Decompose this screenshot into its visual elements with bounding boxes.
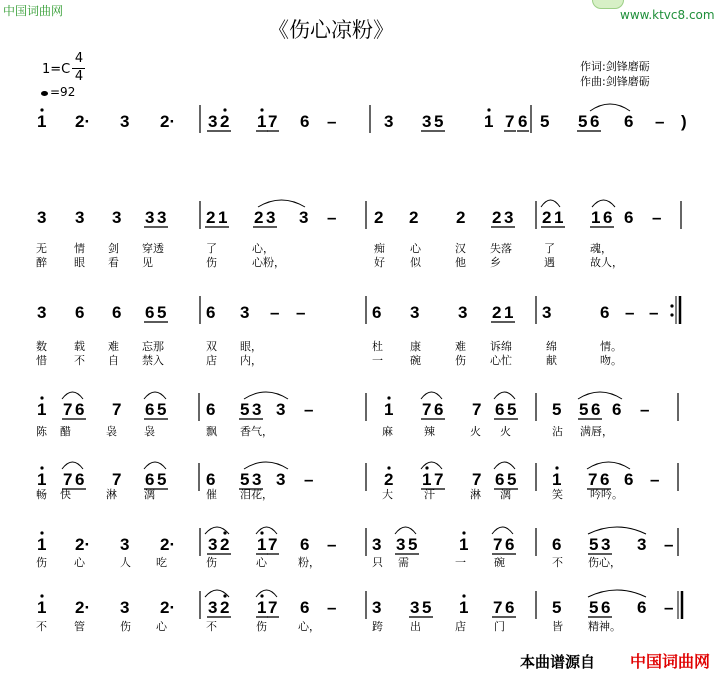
lyric-text: 了 (544, 242, 555, 255)
lyric-text: 情 (74, 242, 85, 255)
note: 6 (145, 470, 155, 489)
note: 5 (408, 535, 418, 554)
octave-dot (223, 531, 226, 534)
note: 6 (601, 598, 611, 617)
lyric-text: 笑 (552, 488, 563, 501)
slur (592, 200, 615, 207)
note: 3 (601, 535, 611, 554)
dash-mark: – (650, 470, 660, 489)
dash-mark: – (327, 598, 337, 617)
note: 3 (252, 400, 262, 419)
note: 5 (552, 400, 562, 419)
lyric-text: 店 (455, 620, 466, 633)
note: 5 (422, 598, 432, 617)
lyric-text: 载 (74, 340, 85, 353)
lyric-text: 禁入 (142, 354, 164, 367)
note: 7 (268, 112, 278, 131)
lyric-text: 不 (36, 620, 47, 633)
lyric-text: 管 (74, 620, 85, 633)
note: 7 (505, 112, 515, 131)
lyric-text: 数 (36, 340, 47, 353)
note: 3 (276, 400, 286, 419)
note: 3 (422, 112, 432, 131)
dash-mark: – (270, 303, 280, 322)
note: 5 (240, 400, 250, 419)
note: 1 (484, 112, 494, 131)
note: 3 (372, 598, 382, 617)
page-title: 《伤心凉粉》 (268, 18, 394, 42)
note: 3 (157, 208, 167, 227)
slur (588, 527, 646, 534)
note: 7 (63, 470, 73, 489)
slur (244, 462, 288, 469)
note: 7 (63, 400, 73, 419)
note: 3 (276, 470, 286, 489)
composer-credit: 作曲:剑锋磨砺 (580, 75, 650, 88)
note: 6 (637, 598, 647, 617)
slur (258, 200, 305, 207)
note: 1 (384, 400, 394, 419)
note: 3 (458, 303, 468, 322)
lyric-text: 大 (382, 488, 393, 501)
note: 6 (300, 598, 310, 617)
note: 6 (505, 598, 515, 617)
note: 6 (591, 400, 601, 419)
lyric-text: 杜 (372, 340, 383, 353)
lyric-text: 失落 (490, 242, 512, 255)
watermark-left: 中国词曲网 (3, 4, 64, 18)
note: 6 (495, 400, 505, 419)
time-signature-bottom: 4 (74, 69, 84, 84)
slur (578, 392, 622, 399)
note: 2 (456, 208, 466, 227)
note: 6 (624, 208, 634, 227)
octave-dot (260, 594, 263, 597)
note: 1 (37, 400, 47, 419)
note: 6 (600, 303, 610, 322)
slur (395, 527, 416, 534)
lyric-text: 诉绵 (490, 340, 512, 353)
note: 2 (374, 208, 384, 227)
lyric-text: 快 (60, 488, 71, 501)
lyric-text: 难 (108, 340, 119, 353)
note: 6 (75, 470, 85, 489)
note: 3 (120, 598, 130, 617)
note: 6 (75, 303, 85, 322)
note: 6 (603, 208, 613, 227)
note: 3 (208, 112, 218, 131)
note: 5 (552, 598, 562, 617)
lyric-text: 乡 (490, 256, 501, 269)
slur (494, 392, 515, 399)
note: 5 (589, 598, 599, 617)
note: 2· (75, 112, 91, 131)
note: 5 (589, 535, 599, 554)
lyric-text: 汗 (424, 488, 435, 501)
note: 7 (493, 535, 503, 554)
dash-mark: – (296, 303, 306, 322)
lyric-text: 漓 (144, 488, 155, 501)
note: 1 (591, 208, 601, 227)
note: 5 (157, 400, 167, 419)
lyric-text: 出 (410, 620, 421, 633)
note: 2 (206, 208, 216, 227)
lyric-text: 淋 (106, 488, 117, 501)
note: 5 (157, 303, 167, 322)
slur (590, 104, 630, 111)
lyric-text: 心 (256, 556, 267, 569)
octave-dot (462, 594, 465, 597)
lyric-text: 忘那 (142, 340, 164, 353)
note: 7 (112, 470, 122, 489)
note: 2 (492, 208, 502, 227)
lyric-text: 汉 (455, 242, 466, 255)
note: 7 (268, 598, 278, 617)
note: 6 (434, 400, 444, 419)
lyric-text: 吃 (156, 556, 167, 569)
note: 7 (434, 470, 444, 489)
lyric-text: 泪花， (240, 488, 273, 501)
note: 3 (396, 535, 406, 554)
dash-mark: – (304, 470, 314, 489)
note: 3 (120, 535, 130, 554)
lyric-text: 人 (120, 556, 131, 569)
note: 6 (145, 400, 155, 419)
lyric-text: 火 (500, 425, 511, 438)
watermark-right: www.ktvc8.com (620, 8, 715, 22)
octave-dot (425, 466, 428, 469)
lyric-text: 醋 (60, 425, 71, 438)
lyric-text: 惜 (36, 354, 47, 367)
note: 5 (578, 112, 588, 131)
lyric-text: 香气， (240, 425, 273, 438)
lyric-text: 自 (108, 354, 119, 367)
lyric-text: 不 (74, 354, 85, 367)
lyric-text: 精神。 (588, 620, 621, 633)
note: 5 (157, 470, 167, 489)
note: 6 (300, 535, 310, 554)
dash-mark: – (652, 208, 662, 227)
lyric-text: 伤 (36, 556, 47, 569)
lyric-text: 心 (156, 620, 167, 633)
note: 6 (590, 112, 600, 131)
lyric-text: 双 (206, 340, 217, 353)
lyric-text: 情。 (600, 340, 622, 353)
lyric-text: 伤 (455, 354, 466, 367)
lyric-text: 绵 (546, 340, 557, 353)
dash-mark: – (327, 535, 337, 554)
note: 3 (208, 598, 218, 617)
note: 1 (257, 535, 267, 554)
note: 3 (384, 112, 394, 131)
note: 6 (505, 535, 515, 554)
lyric-text: 畅 (36, 488, 47, 501)
note: 5 (434, 112, 444, 131)
note: 6 (552, 535, 562, 554)
lyric-text: 袅 (144, 425, 155, 438)
lyric-text: 心， (252, 242, 274, 255)
lyric-text: 心粉， (252, 256, 285, 269)
note: 5 (507, 400, 517, 419)
note: 1 (257, 112, 267, 131)
octave-dot (555, 466, 558, 469)
octave-dot (260, 108, 263, 111)
lyric-text: 伤心， (588, 556, 621, 569)
slur (244, 392, 288, 399)
lyric-text: 门 (494, 620, 505, 633)
octave-dot (387, 466, 390, 469)
lyric-text: 好 (374, 256, 385, 269)
note: 1 (37, 535, 47, 554)
octave-dot (40, 466, 43, 469)
octave-dot (487, 108, 490, 111)
note: 1 (37, 470, 47, 489)
dash-mark: – (640, 400, 650, 419)
note: 7 (268, 535, 278, 554)
octave-dot (40, 531, 43, 534)
lyric-text: 碗 (494, 556, 505, 569)
lyricist-credit: 作词:剑锋磨砺 (580, 60, 650, 73)
lyric-text: 一 (455, 556, 466, 569)
slur (144, 462, 166, 469)
note: 6 (600, 470, 610, 489)
note: 5 (579, 400, 589, 419)
lyric-text: 醉 (36, 256, 47, 269)
note: 7 (422, 400, 432, 419)
slur (492, 527, 513, 534)
lyric-text: 眼 (74, 256, 85, 269)
lyric-text: 火 (470, 425, 481, 438)
slur (494, 462, 515, 469)
lyric-text: 不 (206, 620, 217, 633)
slur (62, 392, 83, 399)
lyric-text: 碗 (410, 354, 421, 367)
lyric-text: 袅 (106, 425, 117, 438)
dash-mark: – (327, 112, 337, 131)
note: 3 (542, 303, 552, 322)
source-note: 本曲谱源自 (520, 653, 596, 671)
note: 3 (208, 535, 218, 554)
dash-mark: – (304, 400, 314, 419)
closing-parenthesis: ) (681, 112, 687, 131)
dash-mark: – (664, 598, 674, 617)
note: 2· (160, 535, 176, 554)
lyric-text: 看 (108, 256, 119, 269)
note: 1 (37, 112, 47, 131)
lyric-text: 心， (298, 620, 320, 633)
key-signature: 1=C (42, 62, 71, 77)
note: 3 (75, 208, 85, 227)
slur (421, 392, 442, 399)
lyric-text: 康 (410, 340, 421, 353)
note: 6 (206, 470, 216, 489)
lyric-text: 店 (206, 354, 217, 367)
slur (587, 462, 630, 469)
lyric-text: 飘 (206, 425, 217, 438)
lyric-text: 见 (142, 256, 153, 269)
note: 3 (410, 598, 420, 617)
note: 3 (266, 208, 276, 227)
lyric-text: 痴 (374, 242, 385, 255)
note: 6 (612, 400, 622, 419)
lyric-text: 眼， (240, 340, 262, 353)
note: 1 (37, 598, 47, 617)
slur (144, 392, 166, 399)
octave-dot (260, 531, 263, 534)
lyric-text: 穿透 (142, 242, 164, 255)
note: 1 (459, 598, 469, 617)
note: 7 (588, 470, 598, 489)
note: 2 (409, 208, 419, 227)
dash-mark: – (649, 303, 659, 322)
slur (421, 462, 442, 469)
repeat-dot (670, 313, 673, 316)
octave-dot (462, 531, 465, 534)
note: 3 (37, 303, 47, 322)
note: 2 (220, 598, 230, 617)
lyric-text: 粉， (298, 556, 320, 569)
lyric-text: 他 (455, 256, 466, 269)
note: 6 (145, 303, 155, 322)
dash-mark: – (664, 535, 674, 554)
note: 1 (459, 535, 469, 554)
note: 7 (493, 598, 503, 617)
octave-dot (40, 108, 43, 111)
note: 2· (75, 535, 91, 554)
note: 7 (472, 400, 482, 419)
octave-dot (223, 108, 226, 111)
note: 2· (75, 598, 91, 617)
note: 7 (472, 470, 482, 489)
note: 6 (518, 112, 528, 131)
note: 3 (120, 112, 130, 131)
lyric-text: 麻 (382, 425, 393, 438)
note: 6 (206, 303, 216, 322)
note: 3 (252, 470, 262, 489)
lyric-text: 跨 (372, 620, 383, 633)
lyric-text: 伤 (206, 256, 217, 269)
note: 1 (554, 208, 564, 227)
octave-dot (40, 396, 43, 399)
lyric-text: 吻。 (600, 354, 622, 367)
octave-dot (387, 396, 390, 399)
note: 3 (37, 208, 47, 227)
note: 2 (220, 112, 230, 131)
lyric-text: 故人， (590, 256, 623, 269)
note: 1 (218, 208, 228, 227)
note: 3 (145, 208, 155, 227)
note: 6 (75, 400, 85, 419)
note: 2 (492, 303, 502, 322)
lyric-text: 似 (410, 256, 421, 269)
time-signature-top: 4 (74, 51, 84, 66)
note: 5 (540, 112, 550, 131)
lyric-text: 皆 (552, 620, 563, 633)
tempo-marking: =92 (50, 85, 76, 99)
note: 3 (240, 303, 250, 322)
lyric-text: 需 (398, 556, 409, 569)
lyric-text: 吟吟。 (590, 488, 623, 501)
slur (588, 590, 646, 597)
lyric-text: 满唇， (580, 425, 613, 438)
lyric-text: 只 (372, 556, 383, 569)
note: 1 (422, 470, 432, 489)
octave-dot (223, 594, 226, 597)
lyric-text: 剑 (108, 242, 119, 255)
lyric-text: 无 (36, 242, 47, 255)
note: 2 (542, 208, 552, 227)
lyric-text: 不 (552, 556, 563, 569)
lyric-text: 了 (206, 242, 217, 255)
octave-dot (40, 594, 43, 597)
note: 2· (160, 598, 176, 617)
note: 2 (254, 208, 264, 227)
slur (256, 527, 277, 534)
slur (62, 462, 83, 469)
note: 6 (624, 470, 634, 489)
dash-mark: – (655, 112, 665, 131)
lyric-text: 伤 (256, 620, 267, 633)
note: 6 (495, 470, 505, 489)
lyric-text: 心 (410, 242, 421, 255)
slur (541, 200, 560, 207)
note: 3 (504, 208, 514, 227)
dash-mark: – (327, 208, 337, 227)
note: 1 (504, 303, 514, 322)
note: 3 (299, 208, 309, 227)
lyric-text: 献 (546, 354, 557, 367)
note: 2 (384, 470, 394, 489)
source-site: 中国词曲网 (630, 652, 711, 671)
note: 6 (624, 112, 634, 131)
lyric-text: 催 (206, 488, 217, 501)
lyric-text: 辣 (424, 425, 435, 438)
lyric-text: 遇 (544, 256, 555, 269)
repeat-dot (670, 304, 673, 307)
lyric-text: 陈 (36, 425, 47, 438)
lyric-text: 难 (455, 340, 466, 353)
lyric-text: 淋 (470, 488, 481, 501)
note: 5 (507, 470, 517, 489)
note: 2 (220, 535, 230, 554)
dash-mark: – (625, 303, 635, 322)
note: 6 (372, 303, 382, 322)
lyric-text: 魂， (590, 242, 612, 255)
note: 1 (257, 598, 267, 617)
lyric-text: 漓 (500, 488, 511, 501)
note: 5 (240, 470, 250, 489)
lyric-text: 沾 (552, 425, 563, 438)
lyric-text: 心忙 (490, 354, 512, 367)
note: 3 (410, 303, 420, 322)
note: 3 (112, 208, 122, 227)
lyric-text: 心 (74, 556, 85, 569)
note: 1 (552, 470, 562, 489)
lyric-text: 伤 (206, 556, 217, 569)
note: 6 (112, 303, 122, 322)
note: 3 (372, 535, 382, 554)
note: 6 (206, 400, 216, 419)
note: 6 (300, 112, 310, 131)
note: 7 (112, 400, 122, 419)
lyric-text: 内， (240, 354, 262, 367)
note: 3 (637, 535, 647, 554)
lyric-text: 伤 (120, 620, 131, 633)
lyric-text: 一 (372, 354, 383, 367)
slur (256, 590, 277, 597)
note: 2· (160, 112, 176, 131)
